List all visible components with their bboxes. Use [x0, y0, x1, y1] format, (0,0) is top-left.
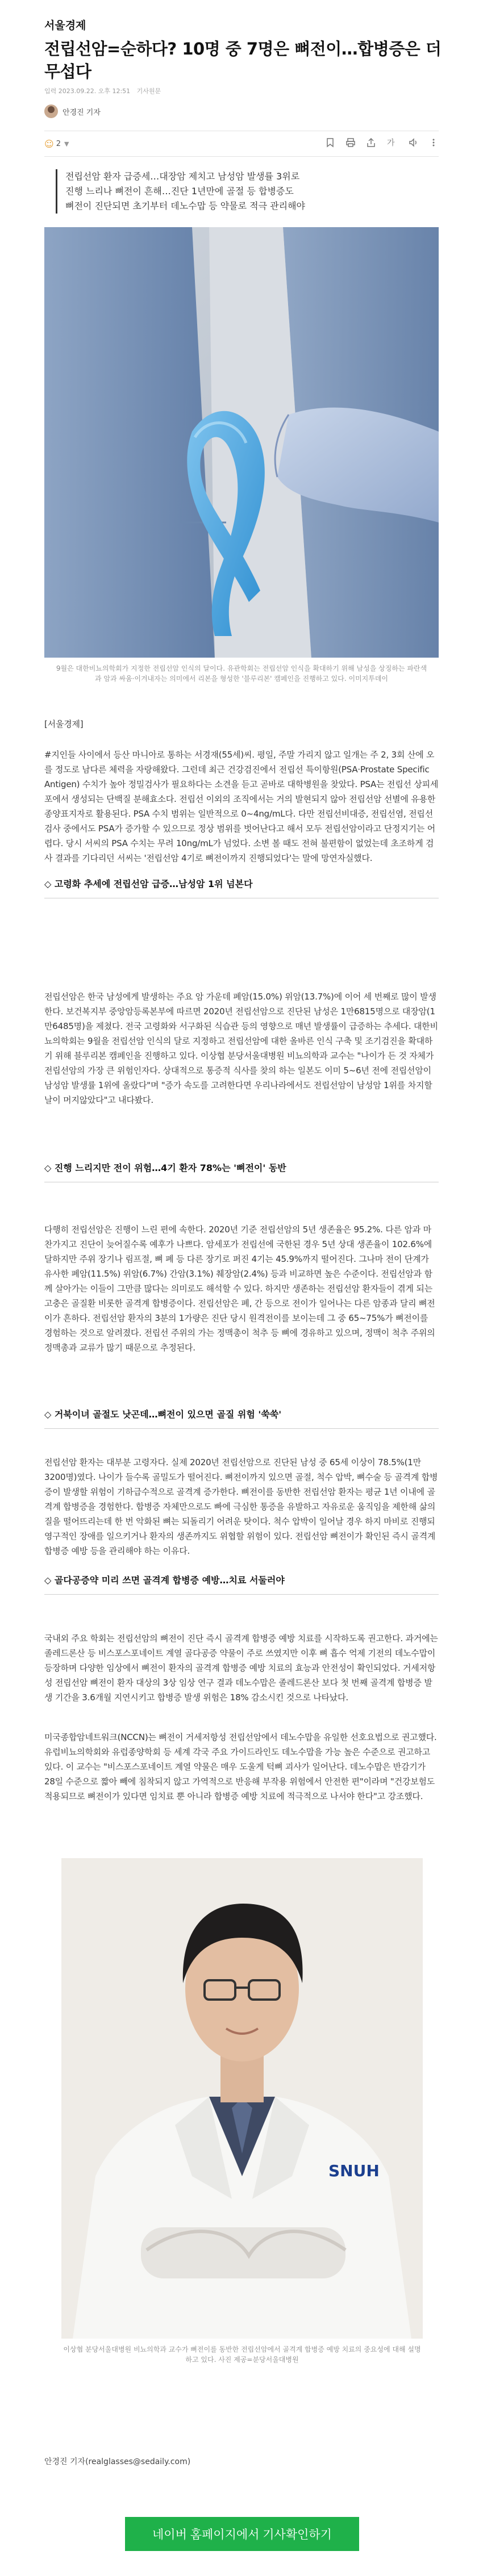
- blue-ribbon-photo: [44, 227, 439, 658]
- doctor-illustration: [61, 1858, 423, 2339]
- summary-line: 뼈전이 진단되면 초기부터 데노수맙 등 약물로 적극 관리해야: [65, 200, 306, 211]
- summary-line: 전립선암 환자 급증세…대장암 제치고 남성암 발생률 3위로: [65, 171, 300, 182]
- publication-name[interactable]: 서울경제: [44, 19, 86, 32]
- article-summary: [56, 169, 431, 214]
- article-toolbar: [44, 131, 439, 157]
- section-heading: ◇ 거북이녀 골절도 낫곤데…뼈전이 있으면 골질 위험 '쑥쑥': [44, 1407, 439, 1429]
- toolbar-tools: [325, 137, 439, 150]
- article-meta: [44, 86, 165, 95]
- doctor-photo: [61, 1858, 423, 2339]
- naver-article-button[interactable]: 네이버 홈페이지에서 기사확인하기: [125, 2517, 359, 2551]
- section-heading: ◇ 골다공증약 미리 쓰면 골격계 합병증 예방…치료 서둘러야: [44, 1573, 439, 1595]
- photo2-caption: 이상협 분당서울대병원 비뇨의학과 교수가 뼈전이를 동반한 전립선암에서 골격계 합병증 예방 치료의 중요성에 대해 설명하고 있다. 사진 제공=분당서울대병원: [63, 2345, 421, 2364]
- body-paragraph: 국내외 주요 학회는 전립선암의 뼈전이 진단 즉시 골격계 합병증 예방 치료를 시작하도록 권고한다. 과거에는 졸레드론산 등 비스포스포네이트 계열 골다공증 약물이 주로 쓰였지만 이후 뼈 흡수 억제 기전의 데노수맙이 등장하며 다양한 임상에서 뼈전이 환자의 골격계 합병증 예방 치료의 효능과 안전성이 확인되었다. 거세저항성 전립선암 뼈전이 환자 대상의 3상 임상 연구 결과 데노수맙은 졸레드론산 보다 첫 번째 골격계 합병증 발생 기간을 3.6개월 지연시키고 합병증 발생 위험은 18% 감소시킨 것으로 나타났다.: [44, 1633, 438, 1703]
- body-paragraph: 미국종합암네트워크(NCCN)는 뼈전이 거세저항성 전립선암에서 데노수맙을 유일한 선호요법으로 권고했다. 유럽비뇨의학회와 유럽종양학회 등 세계 각국 주요 가이드라인도 데노수맙을 가능 높은 수준으로 권고하고 있다. 이 교수는 "비스포스포네이트 계열 약물은 매우 도울게 턱뼈 괴사가 일어난다. 데노수맙은 반감기가 28일 수준으로 짧아 빼에 침착되지 않고 가역적으로 반응해 부작용 위험에서 안전한 편"이라며 "건강보험도 적용되므로 뼈전이가 있다면 임치료 뿐 아니라 합병증 예방 치료에 적극적으로 나서야 한다"고 강조했다.: [44, 1732, 437, 1801]
- body-paragraph: 다행히 전립선암은 진행이 느린 편에 속한다. 2020년 기준 전립선암의 5년 생존율은 95.2%. 다른 암과 마찬가지고 진단이 늦어질수록 예후가 나쁘다. 암세포가 전립선에 국한된 경우 5년 상대 생존율이 102.6%에 달하지만 주위 장기나 림프절, 뼈 폐 등 다른 장기로 퍼진 4기는 45.9%까지 떨어진다. 그나마 전이 단계가 유사한 폐암(11.5%) 위암(6.7%) 간암(3.1%) 췌장암(2.4%) 등과 비교하면 높은 수준이다. 전립선암과 함께 살아가는 이들이 그만큼 많다는 의미로도 해석할 수 있다. 하지만 생존하는 전립선암 환자들이 겪게 되는 고충은 골질환 비롯한 골격계 합병증이다. 전립선암은 폐, 간 등으로 전이가 일어나는 다른 암종과 달리 뼈전이가 흔하다. 전립선암 환자의 3분의 1가량은 진단 당시 원격전이를 보이는데 그 중 65~75%가 뼈전이를 경험하는 것으로 알려졌다. 전립선 주위의 가는 정맥총이 척추 등 뼈에 경유하고 있으며, 정맥이 척추 주위의 정맥총과 교류가 많기 때문으로 추정된다.: [44, 1224, 435, 1353]
- reporter-byline: 안경진 기자(realglasses@sedaily.com): [44, 2457, 191, 2466]
- font-size-icon[interactable]: [386, 137, 398, 150]
- photo1-caption: 9월은 대한비뇨의학회가 지정한 전립선암 인식의 달이다. 유관학회는 전립선암 인식을 확대하기 위해 남성을 상징하는 파란색과 암과 싸움·이겨내자는 의미에서 리본을 형성한 '블루리본' 캠페인을 진행하고 있다. 이미지투데이: [56, 664, 427, 683]
- smile-icon: ☺: [44, 138, 54, 149]
- section-heading: ◇ 고령화 추세에 전립선암 급증…남성암 1위 넘본다: [44, 877, 439, 898]
- chevron-down-icon: ▼: [64, 140, 69, 148]
- reporter-avatar: [44, 104, 58, 118]
- headline: 전립선암=순하다? 10명 중 7명은 뼈전이…합병증은 더 무섭다: [44, 39, 442, 81]
- reporter-info[interactable]: [44, 104, 101, 118]
- body-paragraph: 전립선암 환자는 대부분 고령자다. 실제 2020년 전립선암으로 진단된 남성 중 65세 이상이 78.5%(1만3200명)였다. 나이가 들수록 골밀도가 떨어진다. 뼈전이까지 있으면 골절, 척수 압박, 뼈수술 등 골격계 합병증이 발생할 위험이 기하급수적으로 골격계 증가한다. 뼈전이를 동반한 전립선암 환자는 평균 1년 이내에 골격계 합병증을 경험한다. 합병증 자체만으로도 빠에 극심한 통증을 유발하고 자유로운 움직임을 제한해 삶의 질을 떨어뜨리는데 한 번 악화된 뼈는 되돌리기 어려운 탓이다. 척수 압박이 일어날 경우 하지 마비로 진행되 영구적인 장애를 일으키거나 환자의 생존까지도 위협할 위험이 있다. 전립선암 뼈전이가 확인된 즉시 골격계 합병증 예방 등을 관리해야 하는 이유다.: [44, 1457, 438, 1556]
- published-date: 입력 2023.09.22. 오후 12:51: [44, 87, 131, 95]
- like-count: 2: [56, 139, 61, 148]
- summary-line: 진행 느리나 뼈전이 흔해…진단 1년만에 골절 등 합병증도: [65, 186, 294, 196]
- original-article-link[interactable]: 기사원문: [136, 87, 161, 95]
- blue-ribbon-illustration: [44, 227, 439, 658]
- share-icon[interactable]: [366, 137, 376, 150]
- body-paragraph: #지인들 사이에서 등산 마니아로 통하는 서경재(55세)씨. 평일, 주말 가리지 않고 일개는 주 2, 3회 산에 오를 정도로 남다른 체력을 자랑해왔다. 그런데 최근 건강검진에서 전립선 특이항원(PSA·Prostate Specific Antigen) 수치가 높아 정밀검사가 필요하다는 소견을 듣고 곧바로 대학병원을 찾았다. PSA는 전립선 상피세포에서 생성되는 단백질 분해효소다. 전립선 이외의 조직에서는 거의 발현되지 않아 전립선암 선별에 유용한 종양표지자로 활용된다. PSA 수치 범위는 일반적으로 0~4ng/mL다. 다만 전립선비대증, 전립선염, 전립선 검사 중에서도 PSA가 증가할 수 있으므로 정상 범위를 벗어난다고 해서 모두 전립선암이라고 단정지기는 어렵다. 당시 서씨의 PSA 수치는 무려 10ng/mL가 넘었다. 소변 볼 때도 전혀 불편함이 없었는데 초조하게 검사 결과를 기다리던 서씨는 '전립선암 4기로 뼈전이까지 진행되었다'는 말에 망연자실했다.: [44, 750, 439, 863]
- dateline: [서울경제]: [44, 719, 84, 729]
- bookmark-icon[interactable]: [325, 137, 335, 150]
- like-button[interactable]: [44, 139, 69, 149]
- svg-text:가: 가: [387, 138, 395, 148]
- reporter-name[interactable]: 안경진 기자: [63, 108, 101, 117]
- section-heading: ◇ 진행 느리지만 전이 위험…4기 환자 78%는 '뼈전이' 동반: [44, 1161, 439, 1182]
- body-paragraph: 전립선암은 한국 남성에게 발생하는 주요 암 가운데 폐암(15.0%) 위암(13.7%)에 이어 세 번째로 많이 발생한다. 보건복지부 중앙암등록본부에 따르면 2020년 전립선암으로 진단된 남성은 1만6815명으로 대장암(1만6485명)을 제쳤다. 전국 고령화와 서구화된 식습관 등의 영향으로 매년 발생률이 급증하는 추세다. 대한비뇨의학회는 9월을 전립선암 인식의 달로 지정하고 전립선암에 대한 올바른 인식 구축 및 조기검진을 확대하기 위해 블루리본 캠페인을 진행하고 있다. 이상협 분당서울대병원 비뇨의학과 교수는 "나이가 든 것 자체가 전립선암의 가장 큰 위험인자다. 상대적으로 통증적 식사를 찾의 하는 일본도 이미 5~6년 전에 전립선암이 남성암 발생률 1위에 올랐다"며 "증가 속도를 고려한다면 우리나라에서도 전립선암이 남성암 1위를 차지할 날이 머지않았다"고 내다봤다.: [44, 992, 438, 1105]
- print-icon[interactable]: [345, 137, 356, 150]
- listen-icon[interactable]: [408, 137, 418, 150]
- coat-logo-text: SNUH: [328, 2161, 380, 2180]
- more-icon[interactable]: [428, 137, 439, 150]
